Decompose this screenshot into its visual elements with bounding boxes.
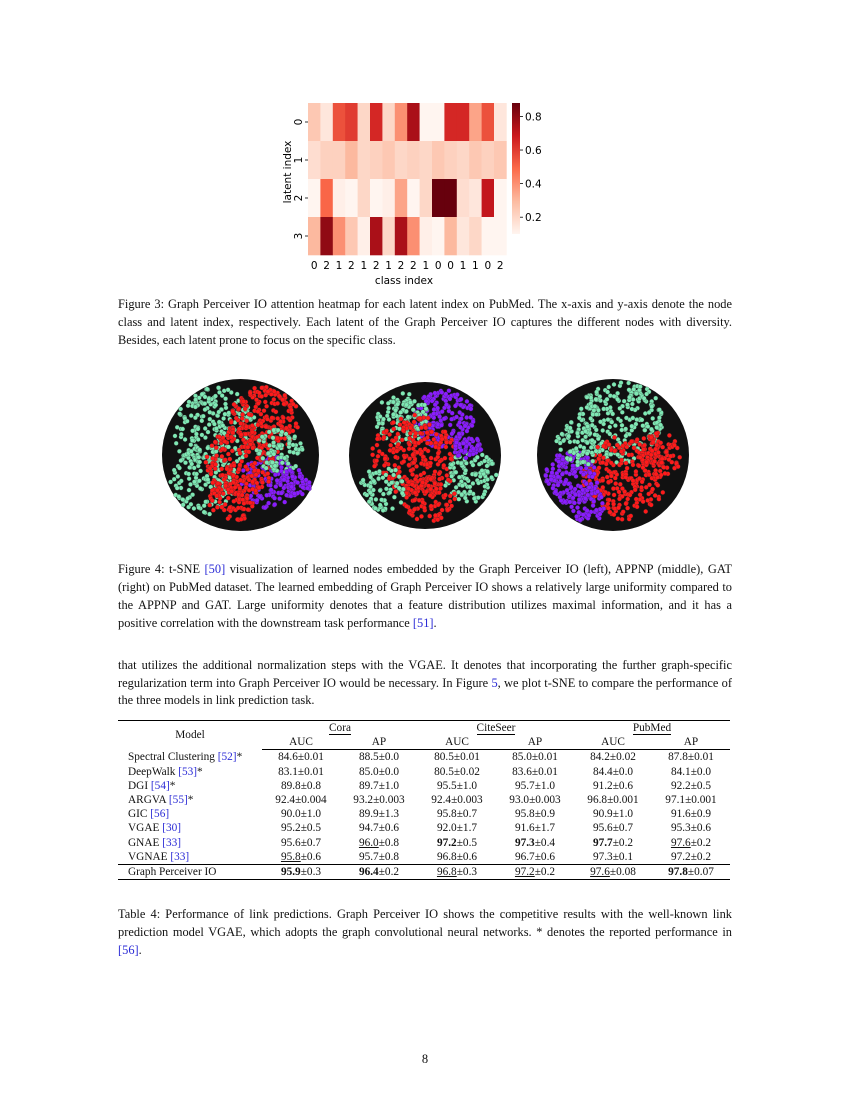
metric-cell: 97.7±0.2 (592, 836, 634, 849)
metric-cell: 97.6±0.2 (670, 836, 712, 849)
figure3-caption: Figure 3: Graph Perceiver IO attention heatmap for each latent index on PubMed. The x-axis and y-axis denote the node class and latent index, respectively. Each latent of the Graph Perceiver IO captures the different nodes with diversity. Besides, each latent prone to focus on the specific class. (118, 297, 732, 347)
heatmap-cell (457, 141, 470, 179)
heatmap-cell (482, 141, 495, 179)
citation-link[interactable]: [53] (178, 765, 198, 778)
metric-cell: 96.8±0.6 (418, 850, 496, 865)
heatmap-cell (308, 103, 321, 141)
y-tick-label: 0 (293, 118, 305, 126)
heatmap-cell (494, 103, 507, 141)
metric-cell: 96.8±0.001 (587, 794, 639, 807)
x-tick-label: 1 (335, 260, 343, 272)
metric-cell: 96.7±0.6 (496, 850, 574, 865)
heatmap-cell (333, 179, 346, 217)
metric-cell: 90.9±1.0 (592, 808, 634, 821)
metric-cell: 92.4±0.003 (431, 794, 483, 807)
metric-cell: 90.0±1.0 (280, 808, 322, 821)
table-row (118, 765, 730, 779)
metric-cell: 84.6±0.01 (278, 751, 324, 764)
metric-cell: 97.1±0.001 (665, 794, 717, 807)
metric-cell: 97.3±0.4 (514, 836, 556, 849)
heatmap-cell (407, 103, 420, 141)
heatmap-cell (358, 179, 371, 217)
table-row (118, 865, 730, 880)
model-name: DGI [54]* (128, 779, 176, 792)
heatmap-cell (320, 179, 333, 217)
metric-cell: 91.2±0.6 (592, 779, 634, 792)
table4-caption: Table 4: Performance of link predictions. Graph Perceiver IO shows the competitive results with the well-known link prediction model VGAE, which adopts the graph convolutional neural networks. * denotes the reported performance in [56]. (118, 907, 732, 957)
citation-link[interactable]: [55] (168, 794, 188, 807)
x-tick-label: 2 (410, 260, 417, 272)
body-paragraph: that utilizes the additional normalization steps with the VGAE. It denotes that incorporating the further graph-specific regularization term into Graph Perceiver IO would be necessary. In Figure 5, we plot t-SNE to compare the performance of the three models in link prediction task. (118, 658, 732, 707)
citation-link[interactable]: [30] (162, 822, 182, 835)
dataset-header-citeseer: CiteSeer (418, 721, 574, 736)
model-column-header: Model (118, 721, 262, 750)
x-tick-label: 1 (385, 260, 392, 272)
x-tick-label: 2 (397, 260, 405, 272)
heatmap-cell (482, 103, 495, 141)
citation-link[interactable]: [50] (204, 562, 226, 576)
model-name: Spectral Clustering [52]* (128, 751, 243, 764)
heatmap-cell (345, 179, 358, 217)
metric-cell: 95.6±0.7 (592, 822, 634, 835)
heatmap-cell (482, 179, 495, 217)
link-prediction-table (118, 720, 730, 880)
heatmap-cell (382, 103, 395, 141)
table-row (118, 821, 730, 835)
metric-cell: 85.0±0.01 (512, 751, 558, 764)
metric-cell: 80.5±0.01 (434, 751, 480, 764)
heatmap-cell (370, 103, 383, 141)
table-row (118, 836, 730, 850)
tsne-panel-graph-perceiver-io (158, 375, 323, 535)
figure-link[interactable]: 5 (491, 675, 498, 690)
heatmap-cell (407, 179, 420, 217)
citation-link[interactable]: [56] (150, 808, 170, 821)
metric-cell: 97.3±0.1 (574, 850, 652, 865)
page-number: 8 (421, 1052, 429, 1066)
heatmap-cell (333, 103, 346, 141)
heatmap-cell (469, 141, 482, 179)
x-tick-label: 1 (459, 260, 467, 272)
colorbar-tick-label: 0.6 (525, 145, 542, 158)
attention-heatmap (270, 95, 570, 290)
x-tick-label: 0 (310, 260, 318, 272)
metric-cell: 95.7±0.8 (340, 850, 418, 865)
heatmap-cell (444, 103, 457, 141)
x-tick-label: 0 (434, 260, 442, 272)
heatmap-cell (395, 179, 408, 217)
metric-cell: 89.8±0.8 (280, 779, 322, 792)
heatmap-cell (382, 217, 395, 255)
metric-cell: 95.8±0.7 (436, 808, 478, 821)
heatmap-cell (320, 141, 333, 179)
heatmap-cell (382, 179, 395, 217)
citation-link[interactable]: [54] (150, 779, 170, 792)
colorbar-tick-label: 0.2 (525, 212, 542, 225)
model-name: DeepWalk [53]* (128, 765, 203, 778)
model-name: VGAE [30] (128, 822, 182, 835)
table-row (118, 779, 730, 793)
metric-cell: 97.2±0.2 (652, 850, 730, 865)
citation-link[interactable]: [56] (118, 943, 139, 957)
y-tick-label: 2 (293, 194, 305, 202)
metric-cell: 95.8±0.9 (514, 808, 556, 821)
table-row (118, 850, 730, 865)
colorbar-tick-label: 0.8 (525, 111, 542, 124)
metric-header: AP (496, 735, 574, 750)
metric-cell: 94.7±0.6 (358, 822, 400, 835)
heatmap-cell (420, 217, 433, 255)
x-tick-label: 0 (447, 260, 454, 272)
heatmap-cell (432, 217, 445, 255)
y-tick-label: 1 (293, 156, 305, 164)
heatmap-cell (469, 179, 482, 217)
heatmap-cell (407, 217, 420, 255)
model-name: GIC [56] (128, 808, 170, 821)
metric-cell: 80.5±0.02 (434, 765, 480, 778)
metric-header: AUC (262, 735, 340, 750)
heatmap-cell (358, 103, 371, 141)
metric-cell: 96.0±0.8 (358, 836, 400, 849)
metric-cell: 84.4±0.0 (592, 765, 634, 778)
heatmap-cell (420, 103, 433, 141)
citation-link[interactable]: [33] (170, 850, 190, 863)
figure4-caption: Figure 4: t-SNE [50] visualization of learned nodes embedded by the Graph Perceiver IO (left), APPNP (middle), GAT (right) on PubMed dataset. The learned embedding of Graph Perceiver IO shows a relatively large uniformity compared to the APPNP and GAT. Large uniformity denotes that a feature distribution utilizes maximal information, and it has a positive correlation with the downstream task performance [51]. (118, 562, 732, 630)
model-name: VGNAE [33] (118, 850, 262, 865)
x-tick-label: 2 (496, 260, 504, 272)
heatmap-cell (407, 141, 420, 179)
x-tick-label: 1 (422, 260, 430, 272)
heatmap-cell (494, 179, 507, 217)
metric-cell: 95.2±0.5 (280, 822, 322, 835)
heatmap-cell (494, 217, 507, 255)
metric-cell: 97.2±0.5 (436, 836, 478, 849)
tsne-panel-appnp (345, 378, 505, 533)
heatmap-cell (432, 179, 445, 217)
heatmap-cell (469, 217, 482, 255)
heatmap-cell (420, 141, 433, 179)
heatmap-cell (382, 141, 395, 179)
metric-cell: 97.2±0.2 (496, 865, 574, 880)
metric-cell: 96.8±0.3 (418, 865, 496, 880)
heatmap-cell (420, 179, 433, 217)
tsne-panel-gat (533, 375, 693, 535)
metric-cell: 84.2±0.02 (590, 751, 636, 764)
heatmap-cell (333, 141, 346, 179)
metric-header: AP (652, 735, 730, 750)
heatmap-cell (358, 141, 371, 179)
dataset-header-cora: Cora (262, 721, 418, 736)
heatmap-cell (457, 217, 470, 255)
metric-cell: 95.3±0.6 (670, 822, 712, 835)
metric-cell: 83.6±0.01 (512, 765, 558, 778)
metric-cell: 97.8±0.07 (652, 865, 730, 880)
metric-cell: 92.4±0.004 (275, 794, 327, 807)
colorbar-tick-label: 0.4 (525, 178, 542, 191)
heatmap-cell (444, 217, 457, 255)
metric-cell: 89.7±1.0 (358, 779, 400, 792)
heatmap-cell (432, 103, 445, 141)
heatmap-cell (432, 141, 445, 179)
metric-cell: 91.6±1.7 (514, 822, 556, 835)
metric-cell: 89.9±1.3 (358, 808, 400, 821)
heatmap-cell (457, 103, 470, 141)
metric-cell: 97.6±0.08 (574, 865, 652, 880)
heatmap-cell (308, 141, 321, 179)
heatmap-cell (370, 179, 383, 217)
x-tick-label: 2 (323, 260, 330, 272)
metric-header: AUC (574, 735, 652, 750)
metric-cell: 95.7±1.0 (514, 779, 556, 792)
heatmap-cell (308, 179, 321, 217)
x-tick-label: 2 (372, 260, 380, 272)
metric-cell: 93.2±0.003 (353, 794, 405, 807)
colorbar (512, 103, 520, 234)
metric-cell: 95.8±0.6 (262, 850, 340, 865)
heatmap-cell (395, 217, 408, 255)
metric-header: AUC (418, 735, 496, 750)
x-tick-label: 1 (360, 260, 368, 272)
metric-cell: 96.4±0.2 (340, 865, 418, 880)
metric-cell: 83.1±0.01 (278, 765, 324, 778)
metric-cell: 91.6±0.9 (670, 808, 712, 821)
heatmap-cell (308, 217, 321, 255)
heatmap-cell (345, 217, 358, 255)
table-row (118, 807, 730, 821)
heatmap-cell (370, 217, 383, 255)
y-tick-label: 3 (293, 232, 305, 240)
x-tick-label: 2 (348, 260, 355, 272)
y-axis-label: latent index (282, 140, 294, 204)
heatmap-cell (444, 179, 457, 217)
model-name: Graph Perceiver IO (118, 865, 262, 880)
metric-cell: 84.1±0.0 (670, 765, 712, 778)
model-name: ARGVA [55]* (128, 794, 194, 807)
heatmap-cell (444, 141, 457, 179)
heatmap-cell (457, 179, 470, 217)
x-tick-label: 0 (484, 260, 492, 272)
heatmap-cell (320, 103, 333, 141)
model-name: GNAE [33] (128, 836, 182, 849)
heatmap-cell (345, 103, 358, 141)
citation-link[interactable]: [51] (412, 616, 434, 630)
dataset-header-pubmed: PubMed (574, 721, 730, 736)
x-tick-label: 1 (472, 260, 479, 272)
metric-cell: 85.0±0.0 (358, 765, 400, 778)
metric-cell: 88.5±0.0 (358, 751, 400, 764)
metric-cell: 95.9±0.3 (262, 865, 340, 880)
heatmap-cell (469, 103, 482, 141)
heatmap-cell (345, 141, 358, 179)
metric-cell: 87.8±0.01 (668, 751, 714, 764)
metric-cell: 95.5±1.0 (436, 779, 478, 792)
heatmap-cell (395, 141, 408, 179)
heatmap-cell (320, 217, 333, 255)
heatmap-cell (358, 217, 371, 255)
metric-cell: 92.0±1.7 (436, 822, 478, 835)
citation-link[interactable]: [52] (217, 751, 237, 764)
metric-cell: 93.0±0.003 (509, 794, 561, 807)
heatmap-cell (482, 217, 495, 255)
citation-link[interactable]: [33] (162, 836, 182, 849)
heatmap-cell (370, 141, 383, 179)
metric-cell: 92.2±0.5 (670, 779, 712, 792)
table-row (118, 793, 730, 807)
metric-header: AP (340, 735, 418, 750)
x-axis-label: class index (374, 275, 434, 287)
heatmap-cell (395, 103, 408, 141)
heatmap-cell (333, 217, 346, 255)
metric-cell: 95.6±0.7 (280, 836, 322, 849)
heatmap-cell (494, 141, 507, 179)
table-row (118, 750, 730, 765)
